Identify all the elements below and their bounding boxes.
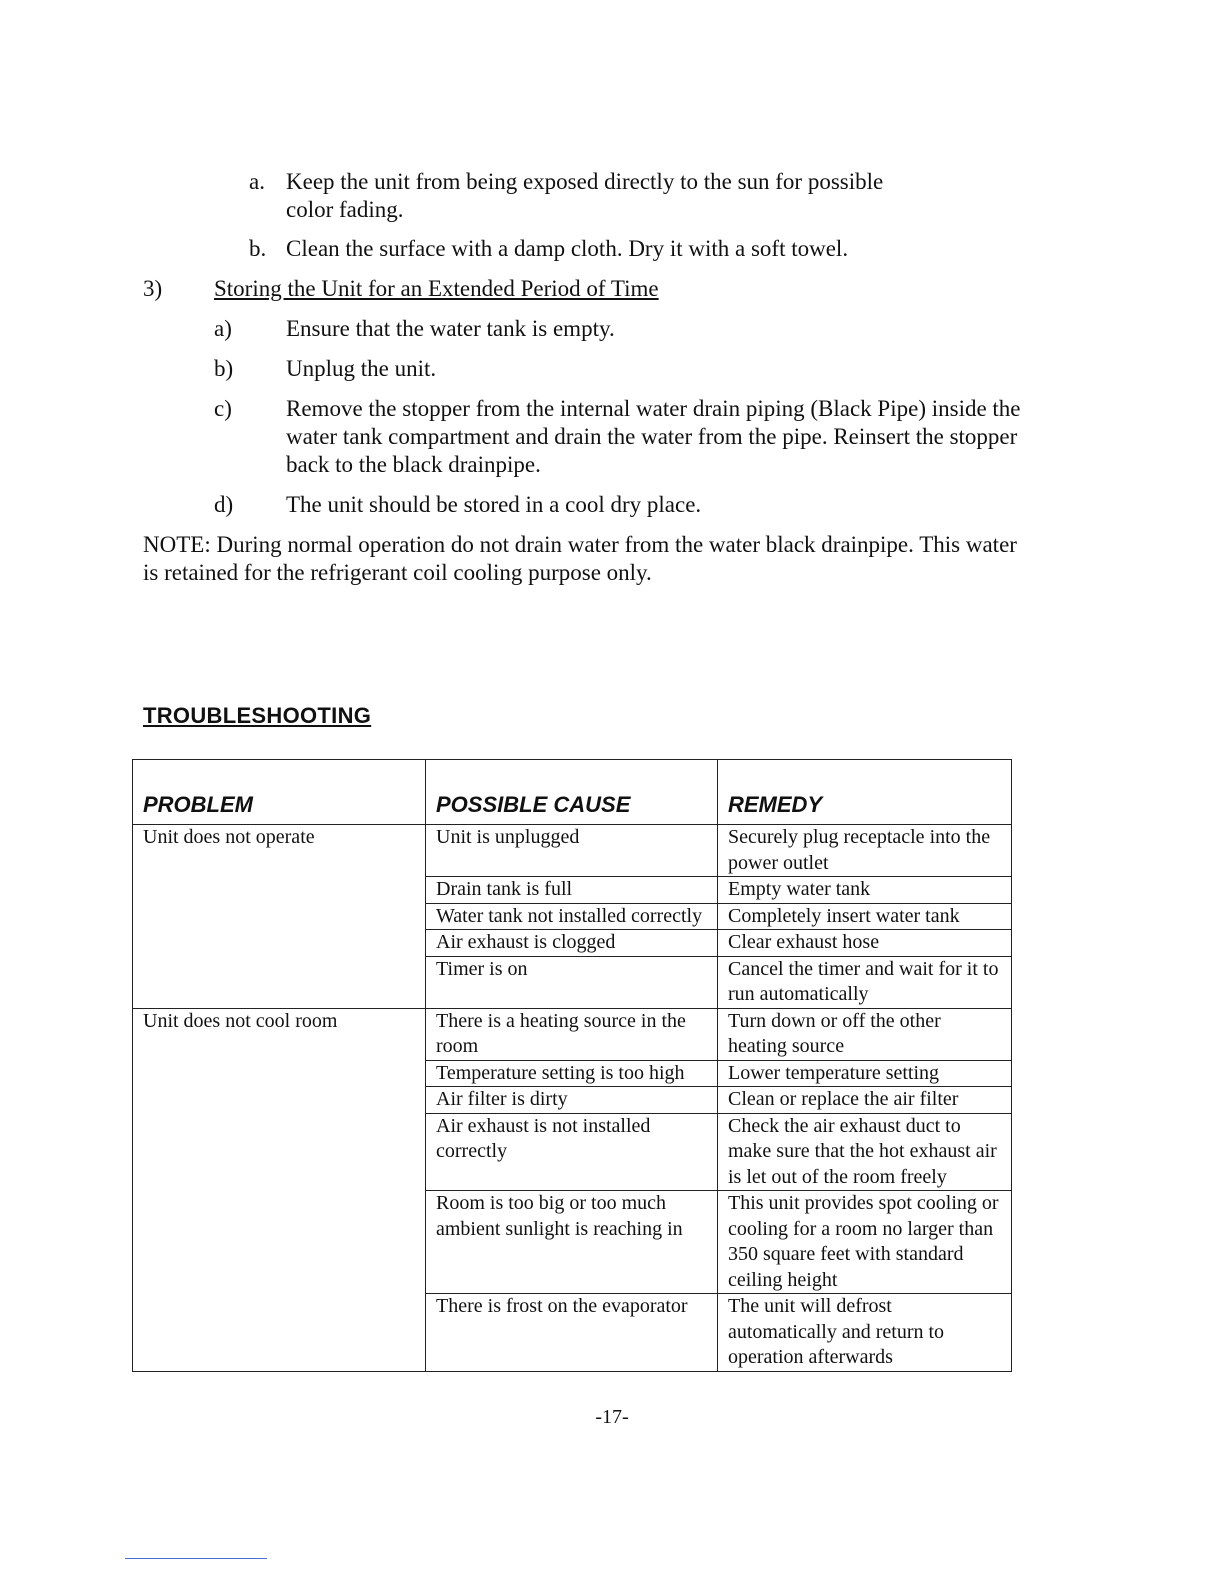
storage-item-c-line1: Remove the stopper from the internal water drain piping (Black Pipe) inside the [286,396,1021,421]
storage-item-b-marker: b) [214,356,234,381]
storage-title: Storing the Unit for an Extended Period of Time [214,276,659,301]
problem-cell: Unit does not operate [133,825,426,1009]
table-row [133,825,1012,877]
header-possible-cause: POSSIBLE CAUSE [426,760,718,825]
cleaning-item-a-marker: a. [249,169,265,194]
note-line2: is retained for the refrigerant coil cooling purpose only. [143,560,652,585]
cause-cell: Air exhaust is clogged [426,930,718,957]
storage-item-b-text: Unplug the unit. [286,356,437,381]
note-line1: NOTE: During normal operation do not drain water from the water black drainpipe. This water [143,532,1017,557]
cause-cell: Unit is unplugged [426,825,718,877]
cause-cell: There is a heating source in the room [426,1008,718,1060]
storage-item-d-marker: d) [214,492,234,517]
troubleshooting-heading: TROUBLESHOOTING [143,703,372,728]
header-problem: PROBLEM [133,760,426,825]
storage-item-d-text: The unit should be stored in a cool dry place. [286,492,702,517]
storage-item-c-marker: c) [214,396,232,421]
cause-cell: There is frost on the evaporator [426,1294,718,1372]
remedy-cell: Completely insert water tank [718,903,1012,930]
remedy-cell: Clean or replace the air filter [718,1087,1012,1114]
storage-item-a-text: Ensure that the water tank is empty. [286,316,615,341]
footer-rule [125,1558,267,1559]
cleaning-item-a-line2: color fading. [286,197,404,222]
remedy-cell: This unit provides spot cooling or cooling for a room no larger than 350 square feet with standard ceiling height [718,1191,1012,1294]
cause-cell: Drain tank is full [426,877,718,904]
storage-item-c-line3: back to the black drainpipe. [286,452,541,477]
remedy-cell: Securely plug receptacle into the power outlet [718,825,1012,877]
header-remedy: REMEDY [718,760,1012,825]
remedy-cell: Cancel the timer and wait for it to run automatically [718,956,1012,1008]
table-row [133,1008,1012,1060]
cleaning-item-b-marker: b. [249,236,267,261]
storage-item-c-line2: water tank compartment and drain the water from the pipe. Reinsert the stopper [286,424,1018,449]
cleaning-item-b-line1: Clean the surface with a damp cloth. Dry it with a soft towel. [286,236,849,261]
cause-cell: Water tank not installed correctly [426,903,718,930]
remedy-cell: The unit will defrost automatically and return to operation afterwards [718,1294,1012,1372]
problem-cell: Unit does not cool room [133,1008,426,1371]
remedy-cell: Empty water tank [718,877,1012,904]
cleaning-item-a-line1: Keep the unit from being exposed directly to the sun for possible [286,169,884,194]
storage-number: 3) [143,276,163,301]
cause-cell: Air filter is dirty [426,1087,718,1114]
cause-cell: Temperature setting is too high [426,1060,718,1087]
remedy-cell: Check the air exhaust duct to make sure that the hot exhaust air is let out of the room freely [718,1113,1012,1191]
page-number: -17- [595,1406,629,1428]
remedy-cell: Turn down or off the other heating source [718,1008,1012,1060]
remedy-cell: Clear exhaust hose [718,930,1012,957]
troubleshooting-table [132,759,1012,1372]
cause-cell: Air exhaust is not installed correctly [426,1113,718,1191]
cause-cell: Timer is on [426,956,718,1008]
cause-cell: Room is too big or too much ambient sunlight is reaching in [426,1191,718,1294]
storage-item-a-marker: a) [214,316,232,341]
table-header-row [133,760,1012,825]
remedy-cell: Lower temperature setting [718,1060,1012,1087]
